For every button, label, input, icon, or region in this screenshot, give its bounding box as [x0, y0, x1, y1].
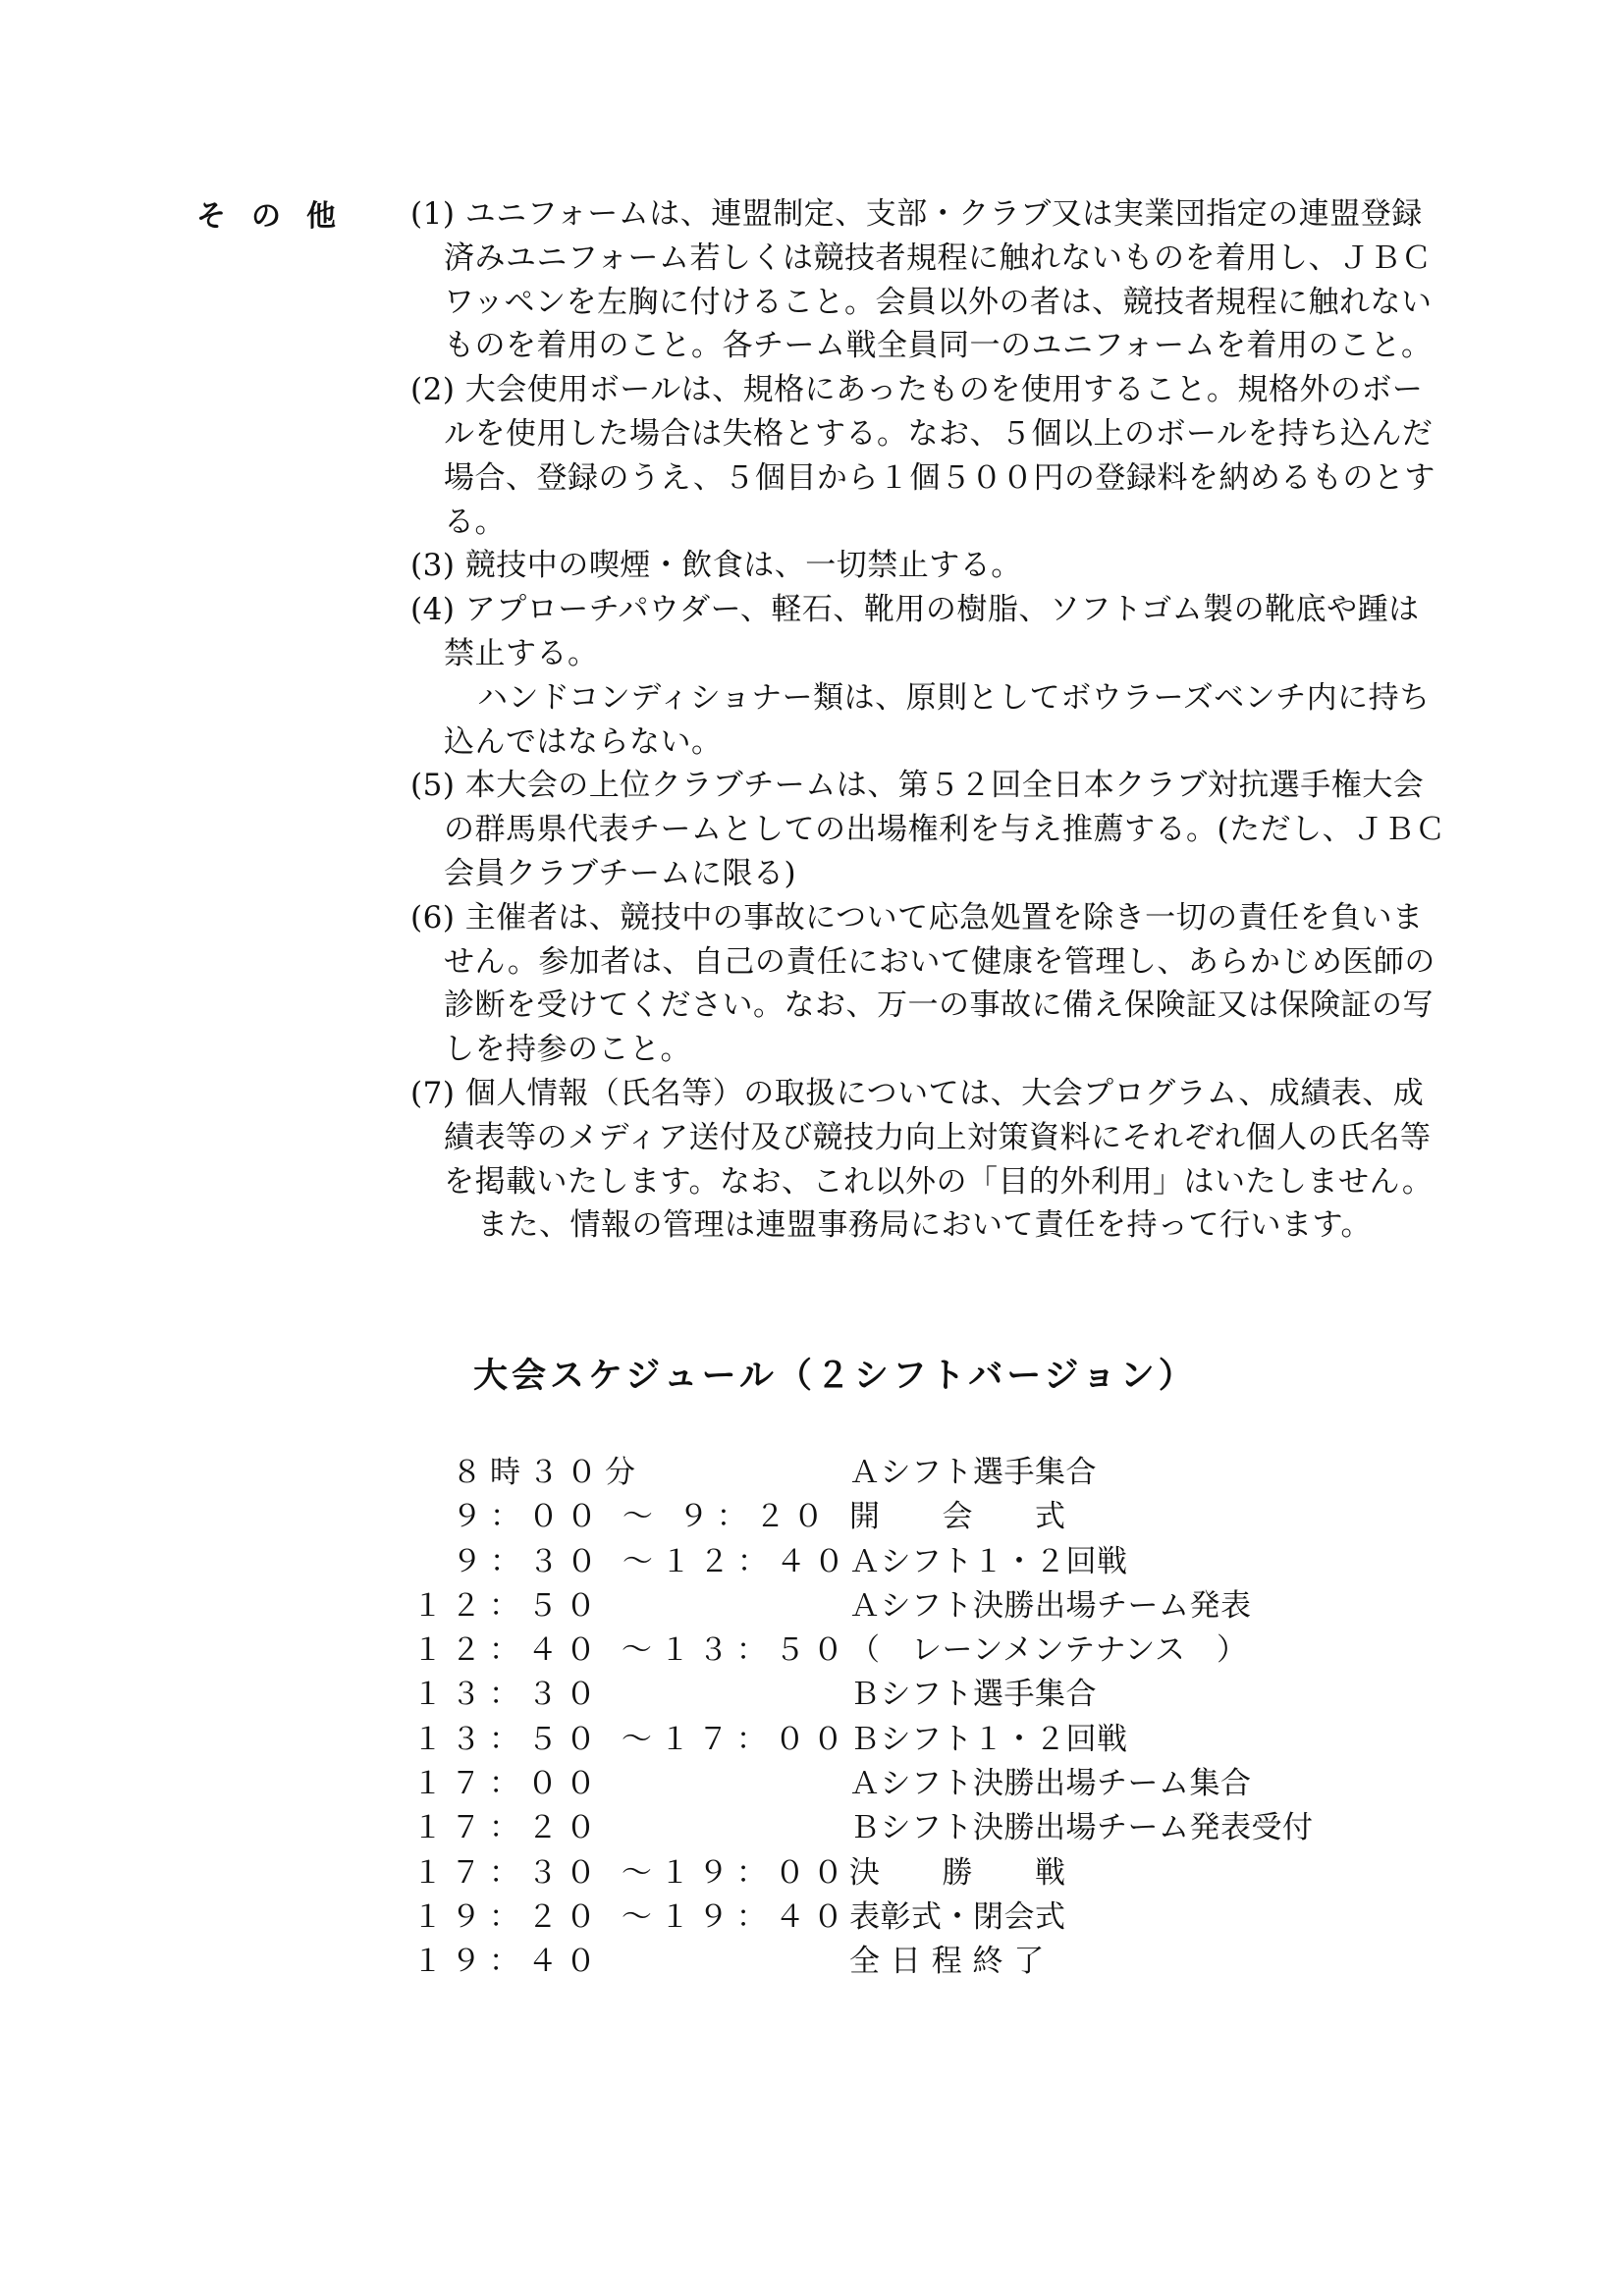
schedule-row	[412, 1629, 1355, 1673]
section-label: その他	[196, 199, 361, 234]
note-item	[410, 544, 1453, 588]
note-line: ものを着用のこと。各チーム戦全員同一のユニフォームを着用のこと。	[444, 328, 1433, 364]
note-line: 会員クラブチームに限る)	[444, 855, 797, 891]
schedule-time: １３：５０ 〜１７：００	[412, 1721, 851, 1757]
schedule-event: Ａシフト決勝出場チーム集合	[849, 1766, 1252, 1802]
schedule-title: 大会スケジュール（２シフトバージョン）	[473, 1357, 1197, 1396]
schedule-time: １７：３０ 〜１９：００	[412, 1854, 851, 1891]
schedule-event: （ レーンメンテナンス ）	[849, 1632, 1248, 1669]
schedule-row	[412, 1495, 1355, 1539]
note-line: を掲載いたします。なお、これ以外の「目的外利用」はいたしません。	[444, 1163, 1434, 1200]
note-line: ハンドコンディショナー類は、原則としてボウラーズベンチ内に持ち	[477, 679, 1431, 716]
note-line: せん。参加者は、自己の責任において健康を管理し、あらかじめ医師の	[444, 943, 1435, 980]
note-item	[410, 368, 1453, 544]
note-line: (7) 個人情報（氏名等）の取扱については、大会プログラム、成績表、成	[410, 1075, 1425, 1111]
schedule-row	[412, 1451, 1355, 1495]
schedule-time: １９：２０ 〜１９：４０	[412, 1898, 851, 1935]
note-line: (5) 本大会の上位クラブチームは、第５２回全日本クラブ対抗選手権大会	[410, 768, 1425, 804]
schedule-row	[412, 1806, 1355, 1850]
note-item	[410, 1072, 1453, 1248]
note-line: ワッペンを左胸に付けること。会員以外の者は、競技者規程に触れない	[444, 284, 1433, 320]
schedule-time: １９：４０	[412, 1944, 604, 1980]
notes-list	[410, 192, 1453, 1248]
note-item	[410, 764, 1453, 895]
schedule-event: 開 会 式	[849, 1499, 1066, 1535]
note-line: の群馬県代表チームとしての出場権利を与え推薦する。(ただし、ＪＢＣ	[444, 812, 1446, 848]
note-item	[410, 896, 1453, 1072]
schedule-event: Ａシフト選手集合	[849, 1455, 1097, 1490]
schedule-time: １２：４０ 〜１３：５０	[412, 1632, 851, 1669]
schedule-row	[412, 1540, 1355, 1584]
schedule-row	[412, 1673, 1355, 1717]
schedule-row	[412, 1584, 1355, 1629]
schedule-event: 決 勝 戦	[849, 1854, 1066, 1891]
schedule-time: ９：００ 〜 ９：２０	[452, 1499, 832, 1535]
schedule-time: １２：５０	[412, 1587, 604, 1624]
schedule-event: Ｂシフト１・２回戦	[849, 1721, 1128, 1757]
note-line: ルを使用した場合は失格とする。なお、５個以上のボールを持ち込んだ	[444, 415, 1434, 452]
schedule-event: Ｂシフト決勝出場チーム発表受付	[849, 1810, 1314, 1846]
note-line: る。	[444, 504, 506, 540]
schedule-time: ８時３０分	[452, 1455, 643, 1490]
schedule-row	[412, 1851, 1355, 1896]
schedule-event: Ｂシフト選手集合	[849, 1677, 1097, 1713]
schedule-event: 全 日 程 終 了	[849, 1944, 1045, 1980]
note-line: (2) 大会使用ボールは、規格にあったものを使用すること。規格外のボー	[410, 372, 1424, 408]
schedule-row	[412, 1762, 1355, 1806]
note-line: しを持参のこと。	[444, 1032, 691, 1068]
note-line: 込んではならない。	[444, 723, 723, 760]
schedule-time: １３：３０	[412, 1677, 604, 1713]
schedule-table	[412, 1451, 1355, 1985]
schedule-event: Ａシフト１・２回戦	[849, 1543, 1128, 1579]
note-line: また、情報の管理は連盟事務局において責任を持って行います。	[477, 1207, 1373, 1244]
schedule-time: ９：３０ 〜１２：４０	[452, 1543, 852, 1579]
note-line: (6) 主催者は、競技中の事故について応急処置を除き一切の責任を負いま	[410, 899, 1424, 935]
note-line: 禁止する。	[444, 635, 599, 671]
schedule-time: １７：００	[412, 1766, 604, 1802]
note-line: (4) アプローチパウダー、軽石、靴用の樹脂、ソフトゴム製の靴底や踵は	[410, 592, 1420, 628]
note-line: 場合、登録のうえ、５個目から１個５００円の登録料を納めるものとす	[444, 459, 1435, 496]
note-line: 診断を受けてください。なお、万一の事故に備え保険証又は保険証の写	[444, 988, 1434, 1024]
schedule-time: １７：２０	[412, 1810, 604, 1846]
note-line: 績表等のメディア送付及び競技力向上対策資料にそれぞれ個人の氏名等	[444, 1119, 1432, 1155]
note-line: (1) ユニフォームは、連盟制定、支部・クラブ又は実業団指定の連盟登録	[410, 196, 1423, 232]
schedule-row	[412, 1896, 1355, 1940]
note-item	[410, 192, 1453, 368]
schedule-row	[412, 1718, 1355, 1762]
schedule-row	[412, 1940, 1355, 1984]
schedule-event: Ａシフト決勝出場チーム発表	[849, 1587, 1252, 1624]
schedule-event: 表彰式・閉会式	[849, 1898, 1066, 1935]
note-item	[410, 588, 1453, 764]
note-line: (3) 競技中の喫煙・飲食は、一切禁止する。	[410, 548, 1022, 584]
note-line: 済みユニフォーム若しくは競技者規程に触れないものを着用し、ＪＢＣ	[444, 240, 1433, 276]
